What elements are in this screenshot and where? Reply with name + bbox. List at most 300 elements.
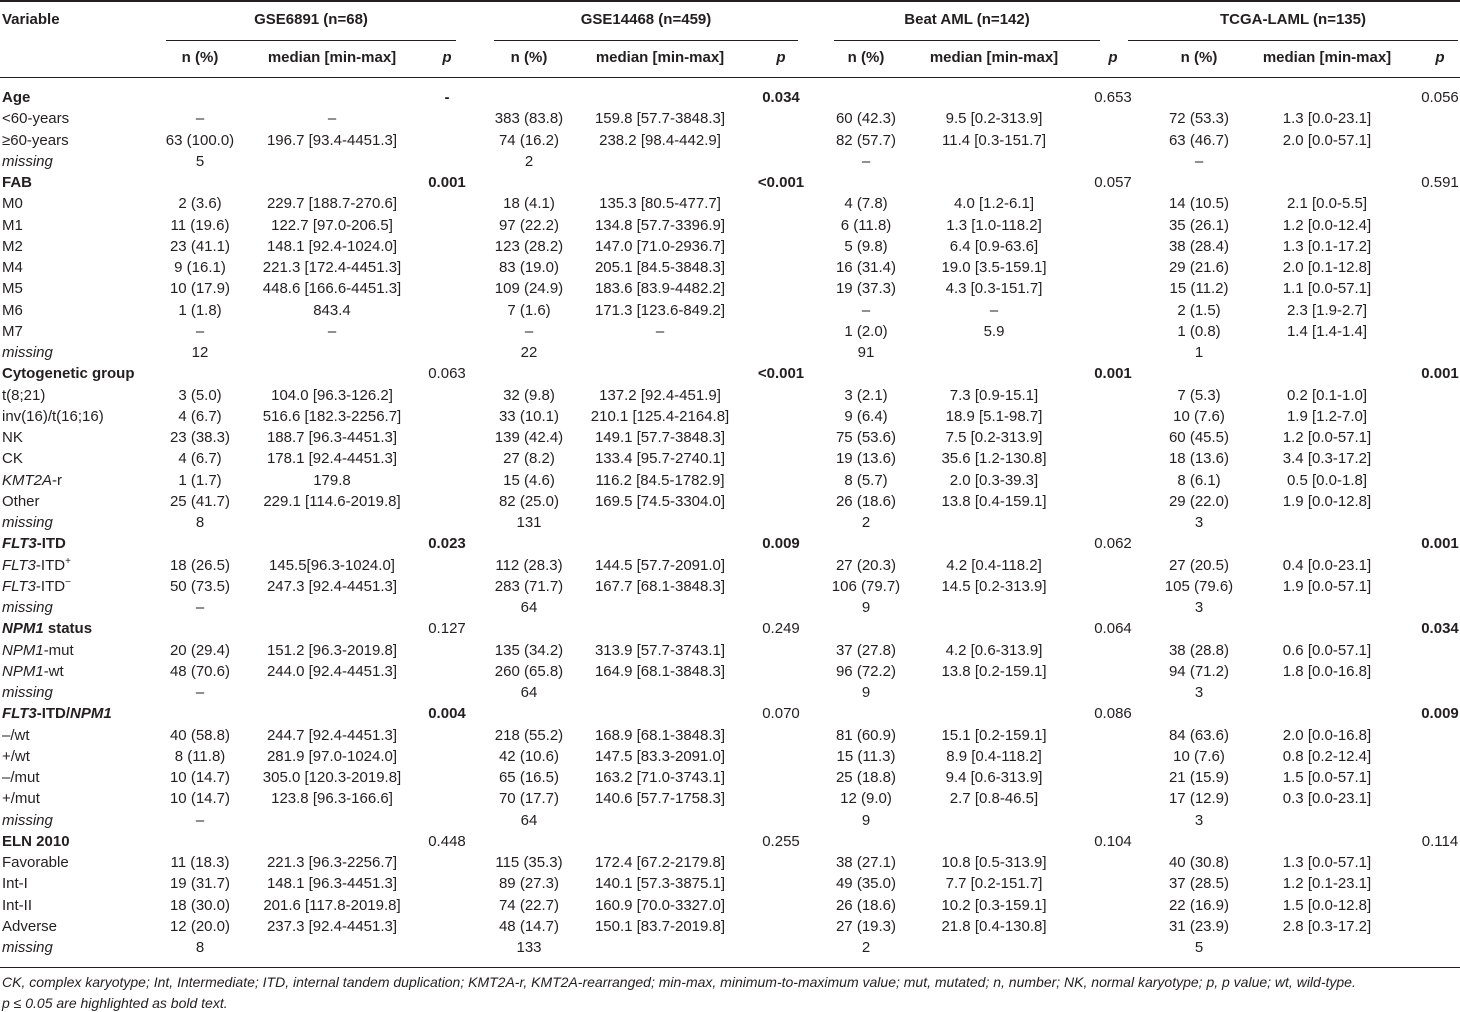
p-value-cell: 0.255	[762, 832, 800, 850]
row-label: Favorable	[2, 854, 69, 871]
median-cell: 2.0 [0.0-57.1]	[1282, 131, 1372, 149]
n-cell: 42 (10.6)	[498, 747, 560, 765]
n-cell: 25 (41.7)	[169, 492, 231, 510]
n-cell: 38 (28.4)	[1168, 237, 1230, 255]
n-cell: –	[195, 110, 205, 128]
median-cell: 4.3 [0.3-151.7]	[945, 280, 1043, 298]
median-cell: 148.1 [96.3-4451.3]	[266, 875, 398, 893]
median-cell: 0.3 [0.0-23.1]	[1282, 790, 1372, 808]
n-cell: 9	[861, 599, 871, 616]
row-label: M0	[2, 195, 23, 213]
n-cell: 82 (25.0)	[498, 492, 560, 510]
n-cell: 5	[195, 152, 205, 170]
row-label: FLT3-ITD	[2, 535, 66, 553]
row-label: ≥60-years	[2, 131, 69, 149]
n-cell: 83 (19.0)	[498, 259, 560, 276]
median-cell: 4.2 [0.4-118.2]	[946, 556, 1042, 574]
row-label: M1	[2, 216, 23, 234]
median-cell: 4.0 [1.2-6.1]	[953, 195, 1035, 213]
row-label: missing	[2, 684, 53, 701]
subheader-median: median [min-max]	[1262, 49, 1392, 66]
n-cell: –	[195, 322, 205, 340]
n-cell: 75 (53.6)	[835, 429, 897, 446]
subheader-n: n (%)	[847, 49, 885, 66]
median-cell: 2.7 [0.8-46.5]	[949, 790, 1039, 808]
median-cell: 10.8 [0.5-313.9]	[941, 854, 1047, 871]
n-cell: –	[195, 599, 205, 616]
median-cell: 149.1 [57.7-3848.3]	[594, 429, 726, 446]
table-row	[0, 895, 1460, 916]
n-cell: 64	[520, 599, 538, 616]
n-cell: 106 (79.7)	[831, 577, 901, 595]
p-value-cell: 0.064	[1094, 620, 1132, 638]
n-cell: 19 (37.3)	[835, 280, 897, 298]
n-cell: 81 (60.9)	[835, 726, 897, 744]
row-label: FLT3-ITD/NPM1	[2, 705, 112, 723]
table-row	[0, 193, 1460, 214]
p-value-cell: 0.653	[1094, 89, 1132, 106]
median-cell: 247.3 [92.4-4451.3]	[266, 577, 398, 595]
median-cell: 123.8 [96.3-166.6]	[271, 790, 393, 808]
median-cell: 169.5 [74.5-3304.0]	[594, 492, 726, 510]
n-cell: 27 (19.3)	[835, 917, 897, 935]
header-group-beat-aml: Beat AML (n=142)	[904, 11, 1030, 28]
table-row	[0, 236, 1460, 257]
section-row	[0, 703, 1460, 724]
n-cell: 123 (28.2)	[494, 237, 564, 255]
median-cell: 10.2 [0.3-159.1]	[941, 896, 1047, 914]
n-cell: 3 (5.0)	[178, 386, 222, 404]
median-cell: –	[989, 301, 999, 319]
median-cell: 15.1 [0.2-159.1]	[941, 726, 1047, 744]
median-cell: 238.2 [98.4-442.9]	[599, 131, 721, 149]
n-cell: 25 (18.8)	[835, 769, 897, 786]
table-row	[0, 810, 1460, 831]
n-cell: 4 (6.7)	[178, 407, 222, 425]
table-row	[0, 576, 1460, 597]
median-cell: 168.9 [68.1-3848.3]	[594, 726, 726, 744]
median-cell: 2.3 [1.9-2.7]	[1286, 301, 1368, 319]
table-row	[0, 151, 1460, 172]
median-cell: 104.0 [96.3-126.2]	[271, 386, 393, 404]
n-cell: 63 (100.0)	[165, 131, 235, 149]
median-cell: 19.0 [3.5-159.1]	[941, 259, 1047, 276]
n-cell: –	[524, 322, 534, 340]
n-cell: 218 (55.2)	[494, 726, 564, 744]
n-cell: 64	[520, 811, 538, 829]
n-cell: 74 (22.7)	[498, 896, 560, 914]
median-cell: 11.4 [0.3-151.7]	[942, 131, 1046, 149]
n-cell: 94 (71.2)	[1168, 662, 1230, 680]
row-label: M2	[2, 237, 23, 255]
table-row	[0, 661, 1460, 682]
table-row	[0, 215, 1460, 236]
row-label: KMT2A-r	[2, 471, 63, 489]
n-cell: 2	[524, 152, 534, 170]
row-label: Other	[2, 492, 40, 510]
p-value-cell: 0.023	[428, 535, 466, 553]
top-rule	[0, 0, 1460, 2]
table-row	[0, 385, 1460, 406]
median-cell: 133.4 [95.7-2740.1]	[594, 450, 726, 468]
row-label: missing	[2, 939, 53, 956]
table-row	[0, 427, 1460, 448]
row-label: missing	[2, 811, 53, 829]
median-cell: 221.3 [172.4-4451.3]	[262, 259, 402, 276]
header-group-tcga-laml: TCGA-LAML (n=135)	[1220, 11, 1366, 28]
p-value-cell: 0.004	[428, 705, 466, 723]
header-group-gse6891: GSE6891 (n=68)	[254, 11, 368, 28]
median-cell: 137.2 [92.4-451.9]	[599, 386, 721, 404]
n-cell: –	[861, 301, 871, 319]
table-row	[0, 512, 1460, 533]
n-cell: 20 (29.4)	[169, 641, 231, 659]
median-cell: 144.5 [57.7-2091.0]	[594, 556, 726, 574]
section-row	[0, 831, 1460, 852]
median-cell: 7.5 [0.2-313.9]	[945, 429, 1043, 446]
median-cell: 167.7 [68.1-3848.3]	[594, 577, 726, 595]
p-value-cell: 0.001	[1421, 535, 1459, 553]
p-value-cell: <0.001	[757, 365, 805, 383]
n-cell: 8	[195, 514, 205, 531]
n-cell: 96 (72.2)	[835, 662, 897, 680]
row-label: Int-I	[2, 875, 28, 893]
subheader-median: median [min-max]	[267, 49, 397, 66]
table-row	[0, 640, 1460, 661]
median-cell: 4.2 [0.6-313.9]	[945, 641, 1043, 659]
n-cell: 16 (31.4)	[835, 259, 897, 276]
n-cell: 35 (26.1)	[1168, 216, 1230, 234]
row-label: FLT3-ITD−	[2, 576, 71, 595]
median-cell: 2.0 [0.3-39.3]	[949, 471, 1039, 489]
n-cell: 26 (18.6)	[835, 492, 897, 510]
median-cell: 179.8	[313, 471, 351, 489]
p-value-cell: 0.063	[428, 365, 466, 383]
row-label: M7	[2, 322, 23, 340]
median-cell: 134.8 [57.7-3396.9]	[594, 216, 726, 234]
n-cell: 9 (16.1)	[174, 259, 226, 276]
row-label: NPM1-wt	[2, 662, 64, 680]
row-label: Age	[2, 89, 31, 106]
p-value-cell: 0.001	[1421, 365, 1459, 383]
n-cell: 40 (30.8)	[1168, 854, 1230, 871]
subheader-median: median [min-max]	[929, 49, 1059, 66]
group-rule-tcga-laml	[1128, 40, 1458, 41]
median-cell: 1.9 [0.0-57.1]	[1282, 577, 1372, 595]
median-cell: 147.5 [83.3-2091.0]	[594, 747, 726, 765]
n-cell: 10 (7.6)	[1173, 407, 1225, 425]
median-cell: 2.0 [0.0-16.8]	[1282, 726, 1372, 744]
median-cell: 122.7 [97.0-206.5]	[271, 216, 393, 234]
subheader-p: p	[776, 49, 786, 66]
median-cell: 305.0 [120.3-2019.8]	[262, 769, 402, 786]
section-row	[0, 87, 1460, 108]
median-cell: 1.3 [0.1-17.2]	[1282, 237, 1372, 255]
group-rule-beat-aml	[834, 40, 1100, 41]
n-cell: 65 (16.5)	[498, 769, 560, 786]
p-value-cell: 0.591	[1421, 174, 1459, 191]
median-cell: 148.1 [92.4-1024.0]	[266, 237, 398, 255]
n-cell: 40 (58.8)	[169, 726, 231, 744]
n-cell: 11 (19.6)	[170, 216, 230, 234]
row-label: Int-II	[2, 896, 33, 914]
n-cell: 131	[516, 514, 542, 531]
p-value-cell: 0.249	[762, 620, 800, 638]
row-label: +/mut	[2, 790, 40, 808]
p-value-cell: 0.086	[1094, 705, 1132, 723]
n-cell: 1 (2.0)	[844, 322, 888, 340]
row-label: M4	[2, 259, 23, 276]
median-cell: 201.6 [117.8-2019.8]	[263, 896, 401, 914]
p-value-cell: 0.034	[1421, 620, 1459, 638]
n-cell: 64	[520, 684, 538, 701]
median-cell: 140.1 [57.3-3875.1]	[594, 875, 726, 893]
row-label: +/wt	[2, 747, 30, 765]
median-cell: 0.6 [0.0-57.1]	[1282, 641, 1372, 659]
row-label: M5	[2, 280, 23, 298]
row-label: FLT3-ITD+	[2, 555, 71, 574]
n-cell: 89 (27.3)	[498, 875, 560, 893]
median-cell: 205.1 [84.5-3848.3]	[594, 259, 726, 276]
median-cell: 1.9 [1.2-7.0]	[1286, 407, 1368, 425]
median-cell: 516.6 [182.3-2256.7]	[262, 407, 402, 425]
n-cell: 22 (16.9)	[1168, 896, 1230, 914]
n-cell: 1 (1.7)	[178, 471, 222, 489]
n-cell: 4 (6.7)	[178, 450, 222, 468]
n-cell: 1 (1.8)	[178, 301, 222, 319]
table-row	[0, 130, 1460, 151]
table-row	[0, 746, 1460, 767]
table-row	[0, 470, 1460, 491]
p-value-cell: 0.056	[1421, 89, 1459, 106]
median-cell: 6.4 [0.9-63.6]	[949, 237, 1039, 255]
median-cell: 1.2 [0.0-57.1]	[1282, 429, 1372, 446]
subheader-n: n (%)	[181, 49, 219, 66]
n-cell: 49 (35.0)	[835, 875, 897, 893]
n-cell: 32 (9.8)	[503, 386, 555, 404]
n-cell: 38 (28.8)	[1168, 641, 1230, 659]
n-cell: 10 (7.6)	[1173, 747, 1225, 765]
n-cell: 383 (83.8)	[494, 110, 564, 128]
n-cell: 12 (9.0)	[840, 790, 892, 808]
n-cell: 63 (46.7)	[1168, 131, 1230, 149]
n-cell: 3 (2.1)	[844, 386, 888, 404]
median-cell: 0.4 [0.0-23.1]	[1282, 556, 1372, 574]
row-label: Cytogenetic group	[2, 365, 135, 383]
n-cell: 7 (1.6)	[507, 301, 551, 319]
table-row	[0, 448, 1460, 469]
median-cell: 135.3 [80.5-477.7]	[599, 195, 721, 213]
median-cell: 151.2 [96.3-2019.8]	[266, 641, 398, 659]
n-cell: 1 (0.8)	[1177, 322, 1221, 340]
median-cell: 0.5 [0.0-1.8]	[1286, 471, 1368, 489]
row-label: NPM1 status	[2, 620, 93, 638]
n-cell: 5	[1194, 939, 1204, 956]
header-variable: Variable	[2, 11, 60, 28]
p-value-cell: 0.104	[1094, 832, 1132, 850]
n-cell: 27 (8.2)	[503, 450, 555, 468]
n-cell: 18 (26.5)	[169, 556, 231, 574]
n-cell: –	[1194, 152, 1204, 170]
subheader-median: median [min-max]	[595, 49, 725, 66]
median-cell: 35.6 [1.2-130.8]	[941, 450, 1047, 468]
p-value-cell: 0.448	[428, 832, 466, 850]
n-cell: 133	[516, 939, 542, 956]
p-value-cell: 0.001	[428, 174, 466, 191]
table-row	[0, 108, 1460, 129]
n-cell: 91	[857, 344, 875, 361]
median-cell: 159.8 [57.7-3848.3]	[594, 110, 726, 128]
row-label: missing	[2, 344, 53, 361]
p-value-cell: 0.114	[1421, 832, 1459, 850]
median-cell: 1.8 [0.0-16.8]	[1282, 662, 1372, 680]
n-cell: 8	[195, 939, 205, 956]
n-cell: 22	[520, 344, 538, 361]
table-row	[0, 278, 1460, 299]
row-label: missing	[2, 599, 53, 616]
median-cell: 1.3 [0.0-57.1]	[1282, 854, 1372, 871]
median-cell: 1.1 [0.0-57.1]	[1282, 280, 1372, 298]
n-cell: 260 (65.8)	[494, 662, 564, 680]
median-cell: 244.0 [92.4-4451.3]	[266, 662, 398, 680]
table-row	[0, 597, 1460, 618]
subheader-p: p	[1435, 49, 1445, 66]
table-row	[0, 682, 1460, 703]
median-cell: –	[655, 322, 665, 340]
n-cell: 23 (38.3)	[169, 429, 231, 446]
n-cell: 283 (71.7)	[494, 577, 564, 595]
n-cell: 105 (79.6)	[1164, 577, 1234, 595]
median-cell: 13.8 [0.2-159.1]	[941, 662, 1047, 680]
n-cell: 8 (6.1)	[1177, 471, 1221, 489]
row-label: NPM1-mut	[2, 641, 74, 659]
p-value-cell: -	[444, 89, 450, 106]
table-row	[0, 300, 1460, 321]
table-row	[0, 937, 1460, 958]
n-cell: 3	[1194, 811, 1204, 829]
median-cell: 9.5 [0.2-313.9]	[945, 110, 1043, 128]
median-cell: 9.4 [0.6-313.9]	[945, 769, 1043, 786]
n-cell: 9 (6.4)	[844, 407, 888, 425]
median-cell: –	[327, 110, 337, 128]
median-cell: 178.1 [92.4-4451.3]	[266, 450, 398, 468]
section-row	[0, 172, 1460, 193]
n-cell: 70 (17.7)	[498, 790, 560, 808]
table-row	[0, 257, 1460, 278]
table-row	[0, 767, 1460, 788]
n-cell: 3	[1194, 599, 1204, 616]
table-row	[0, 555, 1460, 576]
n-cell: 3	[1194, 684, 1204, 701]
n-cell: 15 (4.6)	[503, 471, 555, 489]
n-cell: 18 (4.1)	[503, 195, 555, 213]
subheader-n: n (%)	[510, 49, 548, 66]
median-cell: 140.6 [57.7-1758.3]	[594, 790, 726, 808]
n-cell: 9	[861, 811, 871, 829]
n-cell: 21 (15.9)	[1168, 769, 1230, 786]
median-cell: 229.1 [114.6-2019.8]	[263, 492, 401, 510]
n-cell: 14 (10.5)	[1168, 195, 1230, 213]
n-cell: 17 (12.9)	[1168, 790, 1230, 808]
row-label: <60-years	[2, 110, 70, 128]
median-cell: 150.1 [83.7-2019.8]	[594, 917, 726, 935]
table-row	[0, 491, 1460, 512]
n-cell: 19 (31.7)	[169, 875, 231, 893]
footnote-abbreviations: CK, complex karyotype; Int, Intermediate; ITD, internal tandem duplication; KMT2A-r, KMT2A-rearranged; min-max, minimum-to-maximum value; mut, mutated; n, number; NK, normal karyotype; p, p value; wt, wild-type.	[2, 974, 1356, 990]
n-cell: 19 (13.6)	[835, 450, 897, 468]
p-value-cell: 0.001	[1094, 365, 1132, 383]
median-cell: 313.9 [57.7-3743.1]	[594, 641, 726, 659]
n-cell: 26 (18.6)	[835, 896, 897, 914]
median-cell: 0.8 [0.2-12.4]	[1282, 747, 1372, 765]
p-value-cell: <0.001	[757, 174, 805, 191]
n-cell: 12	[191, 344, 209, 361]
n-cell: 6 (11.8)	[840, 216, 892, 234]
median-cell: 2.8 [0.3-17.2]	[1282, 917, 1372, 935]
n-cell: 37 (27.8)	[835, 641, 897, 659]
median-cell: 2.1 [0.0-5.5]	[1286, 195, 1368, 213]
median-cell: 1.5 [0.0-12.8]	[1282, 896, 1372, 914]
table-row	[0, 788, 1460, 809]
n-cell: 8 (11.8)	[174, 747, 226, 765]
subheader-p: p	[1108, 49, 1118, 66]
n-cell: 23 (41.1)	[169, 237, 231, 255]
n-cell: 29 (21.6)	[1168, 259, 1230, 276]
p-value-cell: 0.070	[762, 705, 800, 723]
median-cell: 164.9 [68.1-3848.3]	[594, 662, 726, 680]
median-cell: 843.4	[313, 301, 351, 319]
p-value-cell: 0.062	[1094, 535, 1132, 553]
table-row	[0, 873, 1460, 894]
median-cell: 147.0 [71.0-2936.7]	[594, 237, 726, 255]
row-label: NK	[2, 429, 23, 446]
row-label: M6	[2, 301, 23, 319]
n-cell: 18 (13.6)	[1168, 450, 1230, 468]
median-cell: 0.2 [0.1-1.0]	[1286, 386, 1368, 404]
subheader-p: p	[442, 49, 452, 66]
n-cell: 10 (17.9)	[169, 280, 231, 298]
median-cell: 3.4 [0.3-17.2]	[1282, 450, 1372, 468]
n-cell: 9	[861, 684, 871, 701]
median-cell: 5.9	[983, 322, 1005, 340]
median-cell: 8.9 [0.4-118.2]	[946, 747, 1042, 765]
n-cell: –	[195, 811, 205, 829]
n-cell: 27 (20.5)	[1168, 556, 1230, 574]
median-cell: 221.3 [96.3-2256.7]	[266, 854, 398, 871]
median-cell: 18.9 [5.1-98.7]	[945, 407, 1043, 425]
n-cell: 7 (5.3)	[1177, 386, 1221, 404]
n-cell: 12 (20.0)	[169, 917, 231, 935]
table-row	[0, 406, 1460, 427]
median-cell: 210.1 [125.4-2164.8]	[590, 407, 730, 425]
group-rule-gse6891	[166, 40, 456, 41]
n-cell: 2	[861, 514, 871, 531]
n-cell: 38 (27.1)	[835, 854, 897, 871]
median-cell: 171.3 [123.6-849.2]	[594, 301, 726, 319]
row-label: inv(16)/t(16;16)	[2, 407, 104, 425]
n-cell: 33 (10.1)	[498, 407, 560, 425]
table-row	[0, 342, 1460, 363]
row-label: missing	[2, 152, 53, 170]
median-cell: 116.2 [84.5-1782.9]	[595, 471, 725, 489]
table-row	[0, 321, 1460, 342]
n-cell: 139 (42.4)	[494, 429, 564, 446]
p-value-cell: 0.009	[1421, 705, 1459, 723]
n-cell: 50 (73.5)	[169, 577, 231, 595]
n-cell: 11 (18.3)	[170, 854, 230, 871]
median-cell: 1.3 [0.0-23.1]	[1282, 110, 1372, 128]
n-cell: 15 (11.2)	[1169, 280, 1229, 298]
